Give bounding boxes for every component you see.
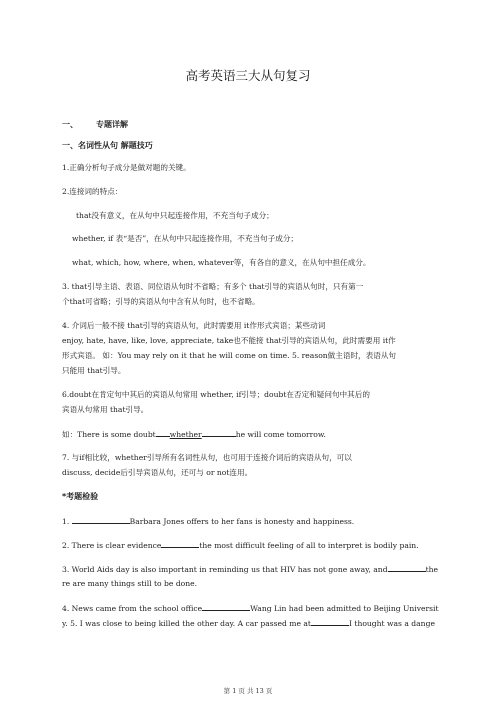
section-heading	[62, 120, 438, 130]
question-2-prefix: 2. There is clear evidence	[62, 541, 162, 550]
question-3-blank	[388, 564, 426, 572]
example-answer: whether	[169, 430, 202, 439]
question-1	[62, 516, 438, 527]
question-3-suffix: the	[425, 565, 438, 574]
paragraph-1: 1.正确分析句子成分是做对题的关键。	[62, 163, 191, 172]
question-3-prefix: 3. World Aids day is also important in reminding us that HIV has not gone away, and	[62, 565, 388, 574]
question-3-line-2: re are many things still to be done.	[62, 579, 198, 588]
paragraph-4-line-2: enjoy, hate, have, like, love, appreciate, take也不能接 that引导的宾语从句，此时需要用 it作	[62, 336, 396, 345]
paragraph-2: 2.连接词的特点：	[62, 187, 123, 196]
question-3-line-1	[62, 564, 438, 575]
question-1-number: 1.	[62, 517, 72, 526]
paragraph-7-line-2: discuss, decide后引导宾语从句，还可与 or not连用。	[62, 468, 253, 477]
paragraph-6-line-1: 6.doubt在肯定句中其后的宾语从句常用 whether, if引导；doubt在否定和疑问句中其后的	[62, 390, 370, 399]
question-4-line-2	[62, 618, 438, 629]
paragraph-2c: what, which, how, where, when, whatever等，有各自的意义，在从句中担任成分。	[72, 258, 371, 267]
check-heading: *考题检验	[62, 492, 99, 501]
question-2	[62, 540, 438, 551]
paragraph-2a: that没有意义，在从句中只起连接作用，不充当句子成分；	[76, 211, 274, 220]
question-4-line-2-prefix: y. 5. I was close to being killed the other day. A car passed me at	[62, 619, 311, 628]
section-label: 专题详解	[96, 120, 128, 129]
question-2-blank	[161, 540, 199, 548]
question-1-text: Barbara Jones offers to her fans is honesty and happiness.	[129, 517, 355, 526]
question-4-suffix: Wang Lin had been admitted to Beijing Universit	[250, 604, 439, 613]
question-5-blank	[311, 618, 349, 626]
subsection-heading: 一、名词性从句 解题技巧	[62, 141, 153, 150]
example-suffix: he will come tomorrow.	[235, 430, 326, 439]
page-footer: 第 1 页 共 13 页	[223, 687, 273, 695]
paragraph-4-line-3: 形式宾语。 如：You may rely on it that he will come on time. 5. reason做主语时，表语从句	[62, 351, 397, 360]
question-4-line-2-suffix: I thought was a dange	[348, 619, 435, 628]
example-sentence	[62, 429, 438, 440]
paragraph-3-line-2: 个that可省略；引导的宾语从句中含有从句时，也不省略。	[62, 297, 260, 306]
paragraph-7-line-1: 7. 与if相比较，whether引导所有名词性从句，也可用于连接介词后的宾语从句，可以	[62, 453, 352, 462]
example-prefix: 如：There is some doubt	[62, 430, 156, 439]
paragraph-3-line-1: 3. that引导主语、表语、同位语从句时不省略；有多个 that引导的宾语从句时，只有第一	[62, 282, 364, 291]
question-4-prefix: 4. News came from the school office	[62, 604, 203, 613]
paragraph-2b: whether, if 表“是否”，在从句中只起连接作用，不充当句子成分；	[72, 234, 299, 243]
paragraph-4-line-1: 4. 介词后一般不接 that引导的宾语从句，此时需要用 it作形式宾语；某些动词	[62, 321, 326, 330]
section-number: 一、	[62, 120, 78, 129]
paragraph-4-line-4: 只能用 that引导。	[62, 366, 126, 375]
example-blank-1	[156, 429, 170, 437]
question-4-blank	[202, 603, 250, 611]
page-title: 高考英语三大从句复习	[185, 68, 311, 83]
question-4-line-1	[62, 603, 438, 614]
paragraph-6-line-2: 宾语从句常用 that引导。	[62, 405, 149, 414]
question-2-suffix: the most difficult feeling of all to interpret is bodily pain.	[199, 541, 419, 550]
example-blank-2	[202, 429, 236, 437]
question-1-blank	[72, 516, 130, 524]
